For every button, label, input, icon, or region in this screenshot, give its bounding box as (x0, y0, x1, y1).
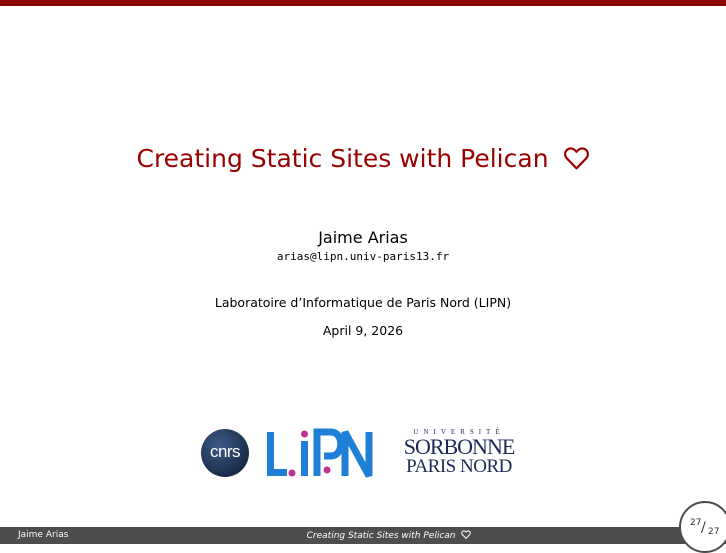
sorbonne-paris-nord-logo (394, 428, 524, 476)
cnrs-logo (201, 429, 249, 477)
slide-date: April 9, 2026 (322, 323, 404, 338)
institute: Laboratoire d’Informatique de Paris Nord (LIPN) (214, 295, 512, 310)
footer-title-wrap (0, 530, 726, 541)
footer-bar (0, 527, 726, 544)
lipn-logo (265, 428, 377, 480)
footer-author: Jaime Arias (18, 530, 69, 540)
sorbonne-logo-univ: UNIVERSITÉ (413, 428, 505, 436)
author-email: arias@lipn.univ-paris13.fr (276, 250, 450, 263)
page-total: 27 (708, 527, 720, 537)
page-separator: / (701, 520, 706, 536)
footer-title: Creating Static Sites with Pelican (306, 531, 456, 541)
heart-outline-icon (461, 530, 471, 539)
sorbonne-logo-line1: SORBONNE (403, 434, 515, 459)
heart-outline-icon (563, 146, 590, 170)
slide-author: Jaime Arias (318, 228, 408, 247)
slide-title: Creating Static Sites with Pelican (136, 144, 549, 173)
page-number-badge (679, 501, 726, 553)
sorbonne-logo-line2: PARIS NORD (406, 456, 512, 477)
page-current: 27 (690, 518, 702, 528)
cnrs-logo-text: cnrs (209, 442, 241, 461)
logos-row (0, 426, 726, 482)
slide-title-row (0, 144, 726, 173)
top-accent-bar (0, 0, 726, 6)
